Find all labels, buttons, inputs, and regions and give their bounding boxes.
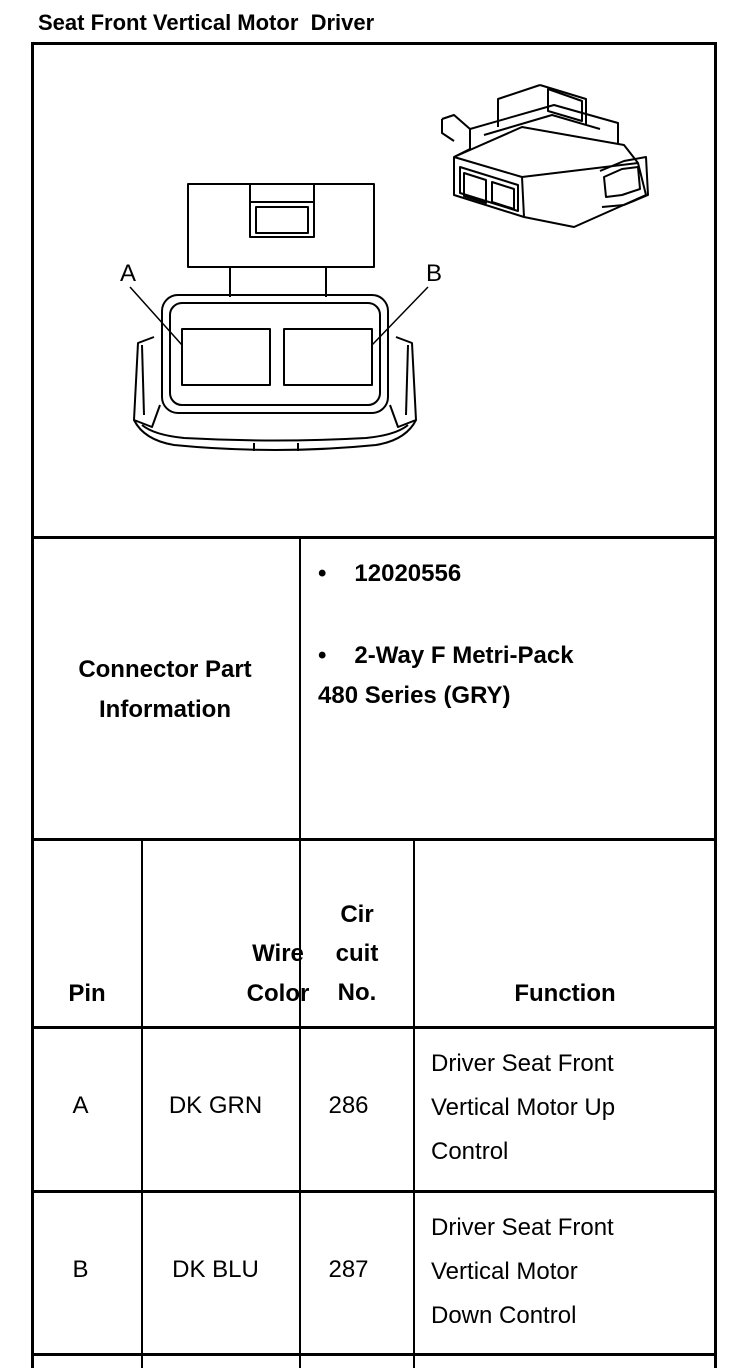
row-b-pin: B: [72, 1256, 89, 1283]
divider-header: [31, 1026, 717, 1029]
row-a-function-line2: Vertical Motor Up: [431, 1094, 616, 1121]
connector-iso-view: [442, 85, 648, 227]
connector-series: 480 Series (GRY): [318, 682, 511, 709]
connector-body-outline: [162, 295, 388, 413]
row-a-wire-color: DK GRN: [168, 1092, 263, 1119]
row-a-function: [431, 1042, 615, 1174]
header-circuit-line1: Cir: [340, 901, 374, 928]
divider-row-a: [31, 1190, 717, 1193]
connector-illustration: [34, 45, 714, 537]
row-a-circuit: 286: [328, 1092, 369, 1119]
row-b-wire-color: DK BLU: [172, 1256, 259, 1283]
connector-latch-outline: [188, 184, 374, 267]
header-pin: Pin: [68, 980, 106, 1007]
connector-type: 2-Way F Metri-Pack: [354, 642, 574, 669]
cavity-a: [182, 329, 270, 385]
header-function: Function: [514, 980, 616, 1007]
part-number: 12020556: [354, 560, 462, 587]
row-b-function-line1: Driver Seat Front: [431, 1214, 614, 1241]
page-title: Seat Front Vertical Motor Driver: [38, 10, 375, 35]
divider-info: [31, 838, 717, 841]
header-circuit: [301, 895, 413, 1012]
connector-drawing: [34, 45, 714, 537]
row-b-function: [431, 1206, 614, 1338]
header-wire-line2: Color: [246, 980, 310, 1007]
header-circuit-line2: cuit: [335, 940, 379, 967]
header-circuit-line3: No.: [337, 979, 377, 1006]
bullet-icon: •: [318, 560, 327, 587]
row-b-circuit: 287: [328, 1256, 369, 1283]
column-divider-circuit: [413, 841, 415, 1368]
connector-info-label: Connector Part Information: [78, 656, 252, 723]
pin-label-a: A: [120, 260, 137, 287]
row-a-pin: A: [72, 1092, 89, 1119]
connector-type-bullet: [318, 636, 574, 716]
row-b-function-line2: Vertical Motor: [431, 1258, 578, 1285]
cavity-b: [284, 329, 372, 385]
bullet-icon: •: [318, 642, 327, 669]
row-a-function-line3: Control: [431, 1138, 509, 1165]
header-wire-line1: Wire: [252, 940, 304, 967]
row-a-function-line1: Driver Seat Front: [431, 1050, 614, 1077]
pin-label-b: B: [426, 260, 443, 287]
row-b-function-line3: Down Control: [431, 1302, 577, 1329]
part-number-bullet: [318, 560, 461, 588]
divider-row-b: [31, 1353, 717, 1356]
